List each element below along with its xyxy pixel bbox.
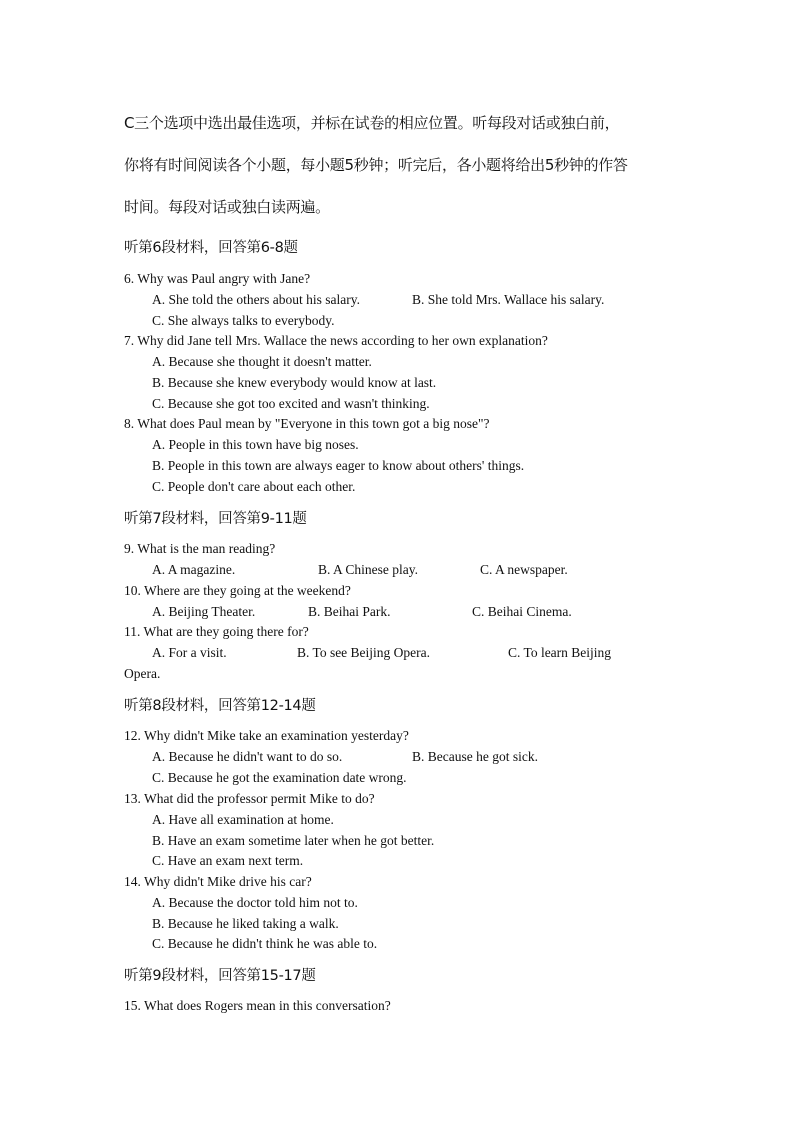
question-11-option-a: A. For a visit. <box>152 645 227 660</box>
question-8-option-c: C. People don't care about each other. <box>152 479 356 494</box>
question-13-option-c: C. Have an exam next term. <box>152 853 304 868</box>
question-10: 10. Where are they going at the weekend? <box>124 583 351 598</box>
section-heading-8: 听第8段材料，回答第12-14题 <box>124 698 316 714</box>
question-14-option-c: C. Because he didn't think he was able to. <box>152 936 378 951</box>
instruction-line-2: 你将有时间阅读各个小题，每小题5秒钟；听完后，各小题将给出5秒钟的作答 <box>124 156 628 174</box>
question-14-option-b: B. Because he liked taking a walk. <box>152 916 339 931</box>
question-9-option-a: A. A magazine. <box>152 562 236 577</box>
question-9-option-b: B. A Chinese play. <box>318 562 418 577</box>
question-9: 9. What is the man reading? <box>124 541 276 556</box>
question-6-option-b: B. She told Mrs. Wallace his salary. <box>412 292 605 307</box>
question-13-option-a: A. Have all examination at home. <box>152 812 334 827</box>
section-heading-9: 听第9段材料，回答第15-17题 <box>124 968 316 984</box>
question-13-option-b: B. Have an exam sometime later when he got better. <box>152 833 435 848</box>
question-7: 7. Why did Jane tell Mrs. Wallace the news according to her own explanation? <box>124 333 548 348</box>
question-7-option-a: A. Because she thought it doesn't matter. <box>152 354 372 369</box>
question-7-option-b: B. Because she knew everybody would know at last. <box>152 375 437 390</box>
section-heading-7: 听第7段材料，回答第9-11题 <box>124 511 307 527</box>
instruction-line-3: 时间。每段对话或独白读两遍。 <box>124 198 330 216</box>
instruction-line-1: C三个选项中选出最佳选项，并标在试卷的相应位置。听每段对话或独白前， <box>124 114 620 132</box>
question-13: 13. What did the professor permit Mike to do? <box>124 791 375 806</box>
question-14: 14. Why didn't Mike drive his car? <box>124 874 312 889</box>
question-8: 8. What does Paul mean by "Everyone in this town got a big nose"? <box>124 416 490 431</box>
question-9-option-c: C. A newspaper. <box>480 562 568 577</box>
question-8-option-b: B. People in this town are always eager to know about others' things. <box>152 458 525 473</box>
question-8-option-a: A. People in this town have big noses. <box>152 437 359 452</box>
question-11-option-c: C. To learn Beijing <box>508 645 612 660</box>
question-12: 12. Why didn't Mike take an examination yesterday? <box>124 728 409 743</box>
question-6: 6. Why was Paul angry with Jane? <box>124 271 311 286</box>
question-12-option-c: C. Because he got the examination date wrong. <box>152 770 407 785</box>
question-6-option-c: C. She always talks to everybody. <box>152 313 335 328</box>
question-6-option-a: A. She told the others about his salary. <box>152 292 360 307</box>
question-14-option-a: A. Because the doctor told him not to. <box>152 895 358 910</box>
question-10-option-c: C. Beihai Cinema. <box>472 604 572 619</box>
question-11: 11. What are they going there for? <box>124 624 309 639</box>
question-7-option-c: C. Because she got too excited and wasn't thinking. <box>152 396 430 411</box>
question-12-option-a: A. Because he didn't want to do so. <box>152 749 343 764</box>
section-heading-6: 听第6段材料，回答第6-8题 <box>124 240 298 256</box>
question-10-option-a: A. Beijing Theater. <box>152 604 256 619</box>
question-10-option-b: B. Beihai Park. <box>308 604 391 619</box>
question-12-option-b: B. Because he got sick. <box>412 749 538 764</box>
question-11-option-b: B. To see Beijing Opera. <box>297 645 431 660</box>
question-11-option-c-wrap: Opera. <box>124 666 161 681</box>
question-15: 15. What does Rogers mean in this conversation? <box>124 998 391 1013</box>
